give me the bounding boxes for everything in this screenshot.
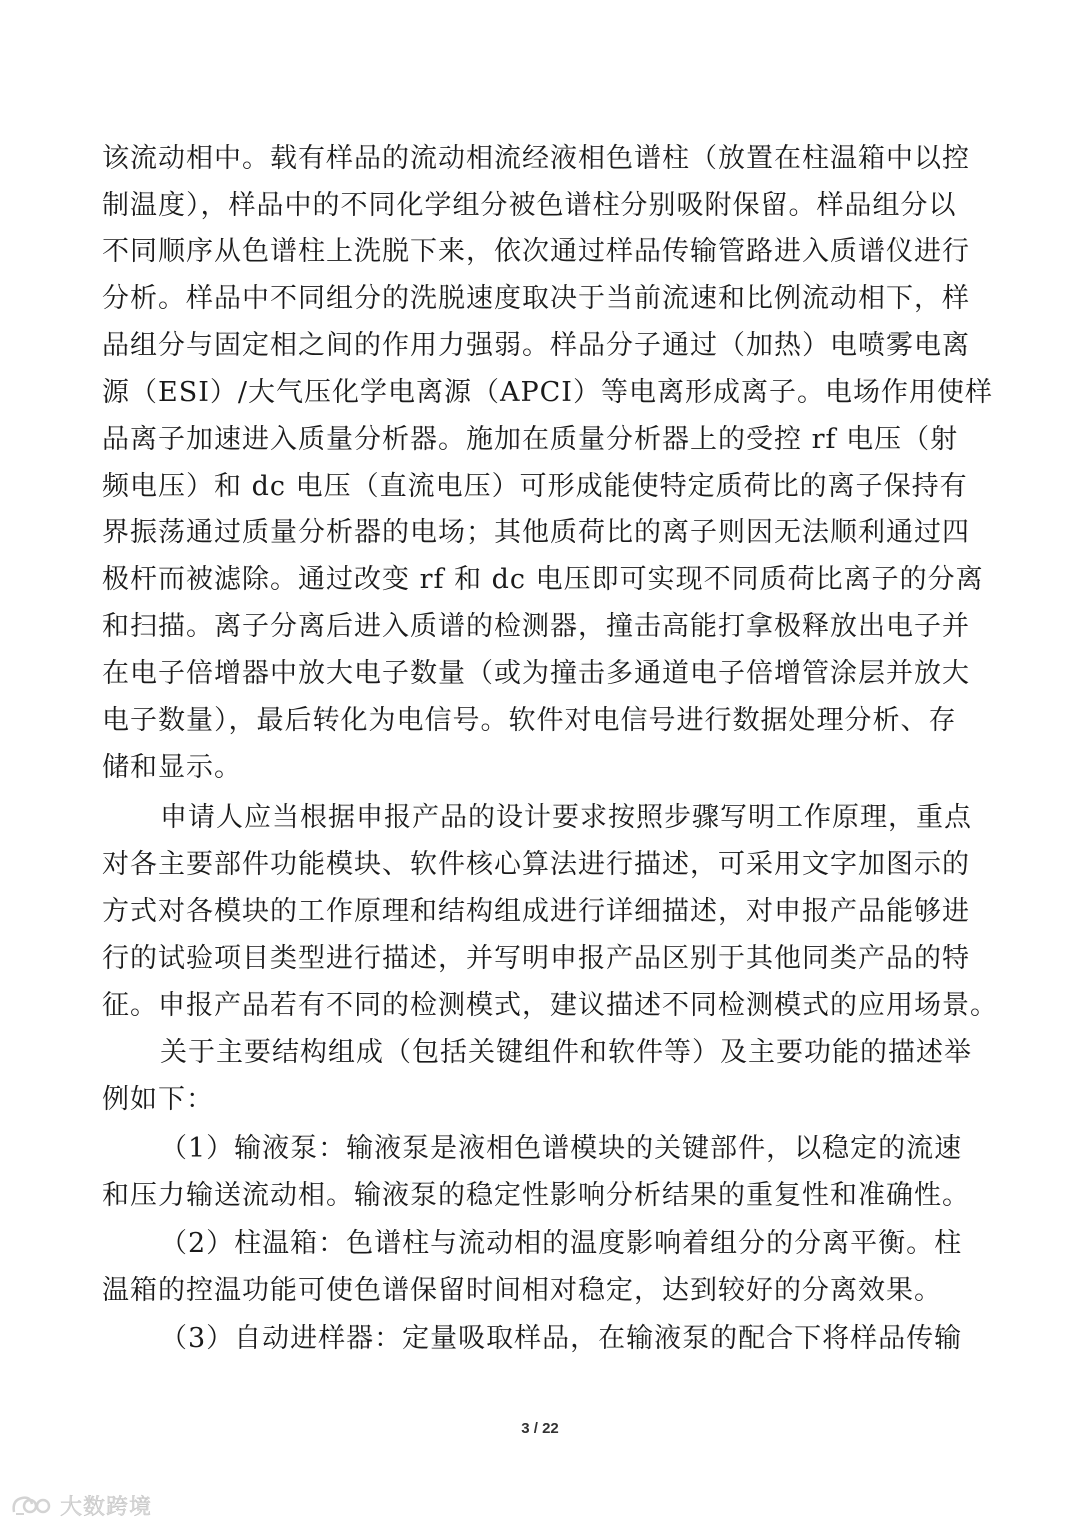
paragraph-line: 电子数量），最后转化为电信号。软件对电信号进行数据处理分析、存 bbox=[102, 705, 957, 736]
paragraph-line: 方式对各模块的工作原理和结构组成进行详细描述，对申报产品能够进 bbox=[102, 896, 970, 927]
paragraph-line: 申请人应当根据申报产品的设计要求按照步骤写明工作原理，重点 bbox=[160, 802, 972, 833]
watermark bbox=[10, 1490, 152, 1520]
paragraph-line: 不同顺序从色谱柱上洗脱下来，依次通过样品传输管路进入质谱仪进行 bbox=[102, 236, 970, 267]
paragraph-line: 对各主要部件功能模块、软件核心算法进行描述，可采用文字加图示的 bbox=[102, 849, 970, 880]
list-item-line: （1）输液泵：输液泵是液相色谱模块的关键部件，以稳定的流速 bbox=[160, 1133, 963, 1164]
paragraph-line: 极杆而被滤除。通过改变 rf 和 dc 电压即可实现不同质荷比离子的分离 bbox=[102, 564, 984, 595]
paragraph-line: 例如下： bbox=[102, 1084, 214, 1115]
list-item-line: （2）柱温箱：色谱柱与流动相的温度影响着组分的分离平衡。柱 bbox=[160, 1228, 963, 1259]
paragraph-line: 征。申报产品若有不同的检测模式，建议描述不同检测模式的应用场景。 bbox=[102, 990, 998, 1021]
paragraph-line: 关于主要结构组成（包括关键组件和软件等）及主要功能的描述举 bbox=[160, 1037, 972, 1068]
list-item-line: 和压力输送流动相。输液泵的稳定性影响分析结果的重复性和准确性。 bbox=[102, 1180, 970, 1211]
list-item-line: 温箱的控温功能可使色谱保留时间相对稳定，达到较好的分离效果。 bbox=[102, 1275, 942, 1306]
paragraph-line: 行的试验项目类型进行描述，并写明申报产品区别于其他同类产品的特 bbox=[102, 943, 970, 974]
page-number: 3 / 22 bbox=[521, 1420, 559, 1437]
paragraph-line: 在电子倍增器中放大电子数量（或为撞击多通道电子倍增管涂层并放大 bbox=[102, 658, 970, 689]
paragraph-line: 源（ESI）/大气压化学电离源（APCI）等电离形成离子。电场作用使样 bbox=[102, 377, 993, 408]
dashuju-logo-icon bbox=[10, 1492, 54, 1518]
paragraph-line: 分析。样品中不同组分的洗脱速度取决于当前流速和比例流动相下，样 bbox=[102, 283, 970, 314]
paragraph-line: 该流动相中。载有样品的流动相流经液相色谱柱（放置在柱温箱中以控 bbox=[102, 143, 970, 174]
paragraph-line: 制温度），样品中的不同化学组分被色谱柱分别吸附保留。样品组分以 bbox=[102, 190, 957, 221]
paragraph-line: 品离子加速进入质量分析器。施加在质量分析器上的受控 rf 电压（射 bbox=[102, 424, 959, 455]
paragraph-line: 储和显示。 bbox=[102, 752, 242, 783]
watermark-text: 大数跨境 bbox=[60, 1494, 153, 1520]
list-item-line: （3）自动进样器：定量吸取样品，在输液泵的配合下将样品传输 bbox=[160, 1323, 963, 1354]
paragraph-line: 界振荡通过质量分析器的电场；其他质荷比的离子则因无法顺利通过四 bbox=[102, 517, 970, 548]
paragraph-line: 频电压）和 dc 电压（直流电压）可形成能使特定质荷比的离子保持有 bbox=[102, 471, 968, 502]
paragraph-line: 和扫描。离子分离后进入质谱的检测器，撞击高能打拿极释放出电子并 bbox=[102, 611, 970, 642]
paragraph-line: 品组分与固定相之间的作用力强弱。样品分子通过（加热）电喷雾电离 bbox=[102, 330, 970, 361]
